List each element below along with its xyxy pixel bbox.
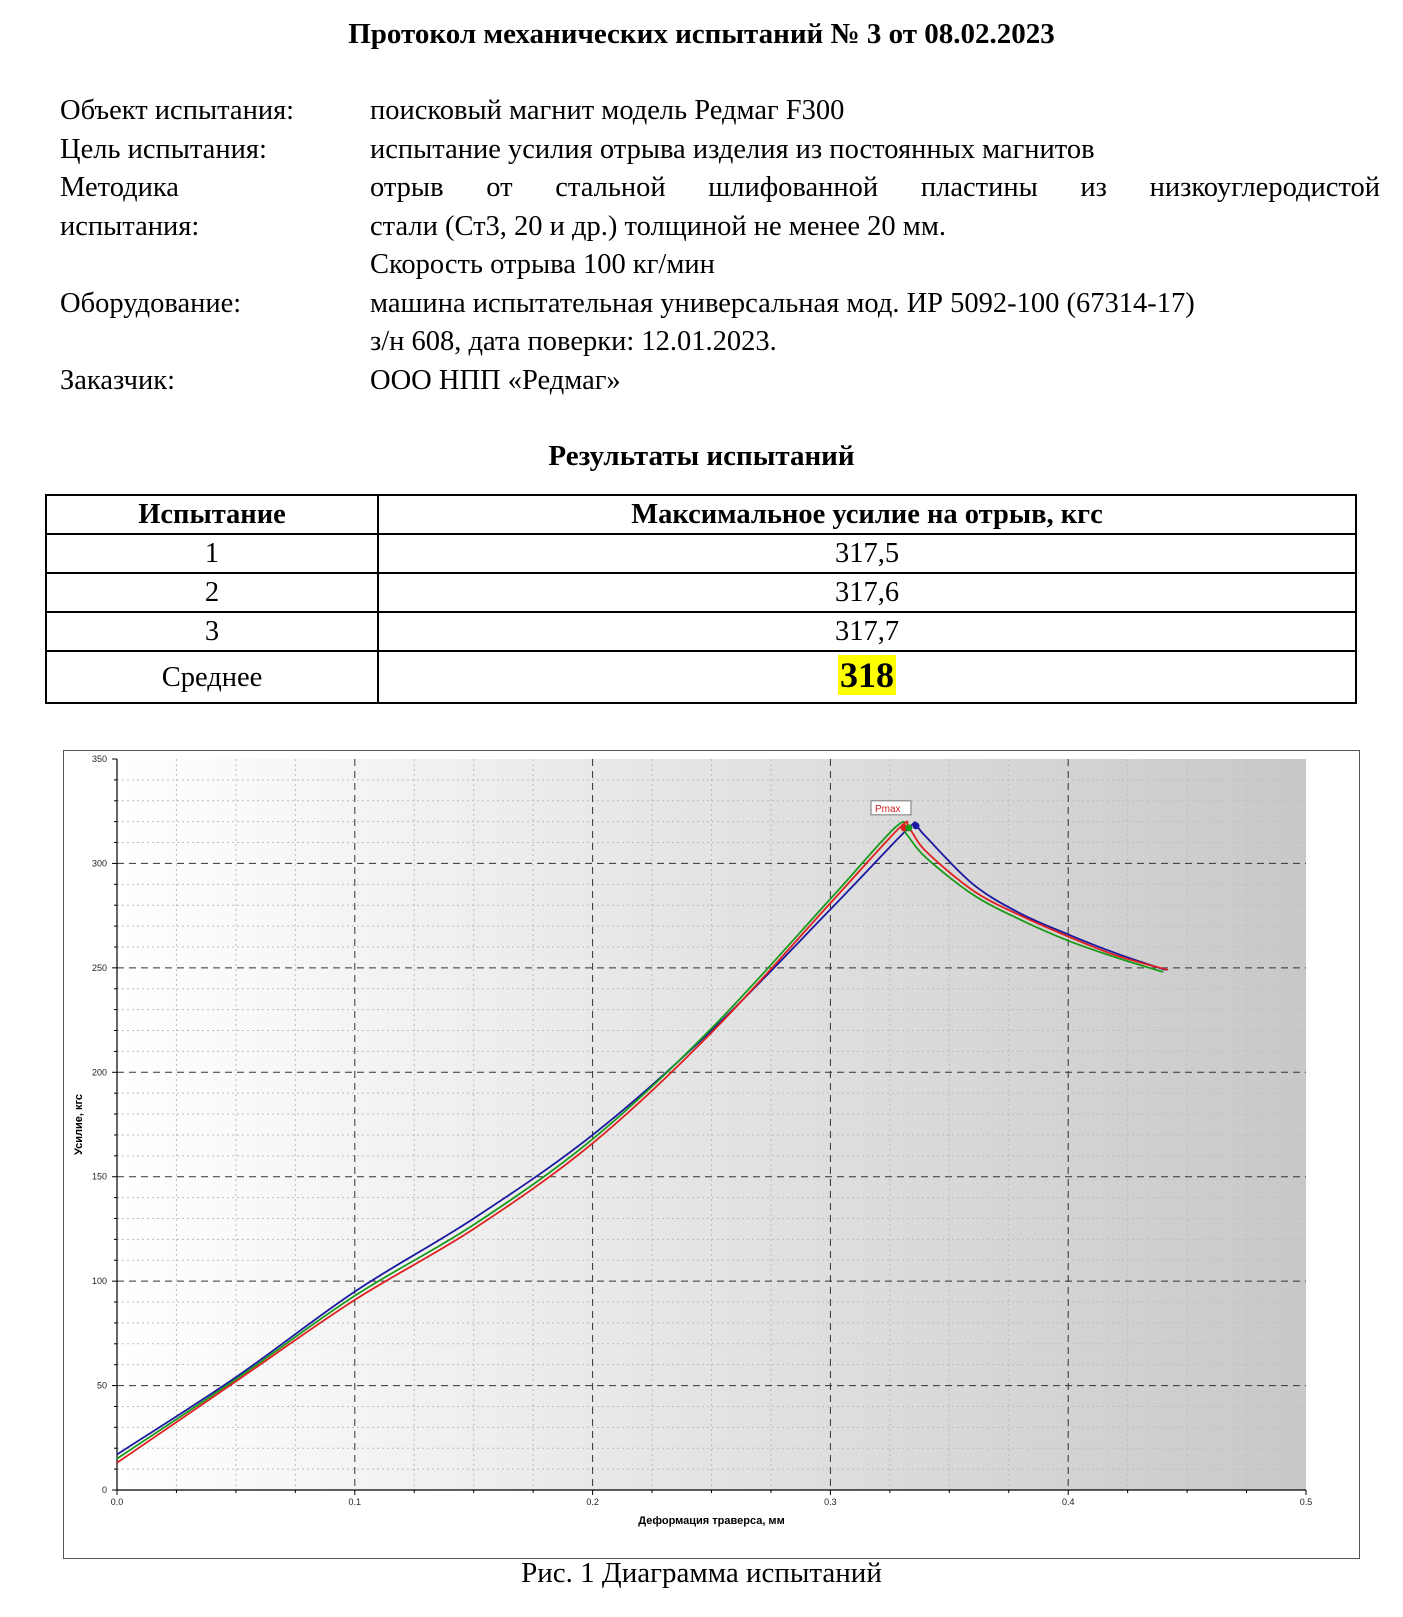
average-row: [46, 651, 1356, 703]
x-tick-label: 0.5: [1299, 1497, 1313, 1507]
equipment-value: [370, 285, 1380, 362]
test-number: 1: [46, 534, 378, 573]
method-value-line-3: Скорость отрыва 100 кг/мин: [370, 249, 715, 280]
x-tick-label: 0.3: [824, 1497, 837, 1507]
pmax-label: Pmax: [875, 803, 901, 815]
method-label-line-2: испытания:: [60, 210, 200, 242]
object-label: Объект испытания:: [60, 95, 295, 126]
table-row: [46, 534, 1356, 573]
x-tick-label: 0.1: [348, 1497, 362, 1507]
force-value: 317,7: [378, 612, 1356, 651]
y-tick-label: 350: [91, 754, 107, 764]
average-value: 318: [840, 655, 894, 695]
x-tick-label: 0.0: [110, 1497, 124, 1507]
y-tick-label: 150: [91, 1171, 107, 1182]
method-value: [370, 169, 1380, 285]
y-tick-label: 200: [91, 1067, 107, 1078]
equipment-label: Оборудование:: [60, 287, 242, 319]
force-value: 317,6: [378, 573, 1356, 612]
figure-caption: Рис. 1 Диаграмма испытаний: [521, 1557, 882, 1589]
x-tick-label: 0.2: [586, 1497, 599, 1507]
method-label-line-1: Методика: [60, 172, 179, 203]
y-axis-label: Усилие, кгс: [73, 1093, 85, 1156]
force-value: 317,5: [378, 534, 1356, 573]
results-table: [45, 494, 1357, 704]
method-value-line-2: стали (Ст3, 20 и др.) толщиной не менее 20 мм.: [370, 210, 946, 242]
purpose-value: испытание усилия отрыва изделия из постоянных магнитов: [370, 133, 1095, 165]
y-tick-label: 250: [91, 962, 107, 973]
object-value: поисковый магнит модель Редмаг F300: [370, 95, 845, 126]
info-row-purpose: [60, 131, 1380, 170]
table-row: [46, 573, 1356, 612]
col-header-test: Испытание: [46, 495, 378, 534]
peak-marker: [905, 824, 912, 831]
purpose-label: Цель испытания:: [60, 133, 267, 165]
average-label: Среднее: [46, 651, 378, 703]
method-value-line-1: отрыв от стальной шлифованной пластины из низкоуглеродистой: [370, 172, 1380, 203]
info-row-method: [60, 169, 1380, 285]
y-tick-label: 0: [101, 1485, 107, 1495]
test-number: 2: [46, 573, 378, 612]
y-tick-label: 50: [96, 1380, 107, 1391]
col-header-force: Максимальное усилие на отрыв, кгс: [378, 495, 1356, 534]
info-row-object: [60, 92, 1380, 131]
info-row-customer: [60, 362, 1380, 401]
customer-label: Заказчик:: [60, 364, 176, 396]
results-title: Результаты испытаний: [548, 440, 855, 472]
peak-marker: [913, 822, 920, 829]
info-row-equipment: [60, 285, 1380, 362]
test-number: 3: [46, 612, 378, 651]
customer-value: ООО НПП «Редмаг»: [370, 364, 621, 396]
table-row: [46, 612, 1356, 651]
results-header-row: [46, 495, 1356, 534]
y-tick-label: 100: [91, 1276, 107, 1287]
average-cell: [378, 651, 1356, 703]
test-info: [60, 92, 1380, 400]
equipment-value-line-1: машина испытательная универсальная мод. ИР 5092-100 (67314-17): [370, 287, 1195, 319]
chart-svg: [64, 751, 1359, 1558]
x-tick-label: 0.4: [1061, 1497, 1075, 1507]
pmax-annotation: [871, 801, 911, 815]
x-axis-label: Деформация траверса, мм: [638, 1515, 785, 1527]
protocol-title: Протокол механических испытаний № 3 от 08.02.2023: [348, 18, 1055, 50]
test-diagram: [63, 750, 1360, 1559]
method-label: [60, 169, 370, 285]
equipment-value-line-2: з/н 608, дата поверки: 12.01.2023.: [370, 326, 777, 357]
y-tick-label: 300: [91, 858, 107, 869]
